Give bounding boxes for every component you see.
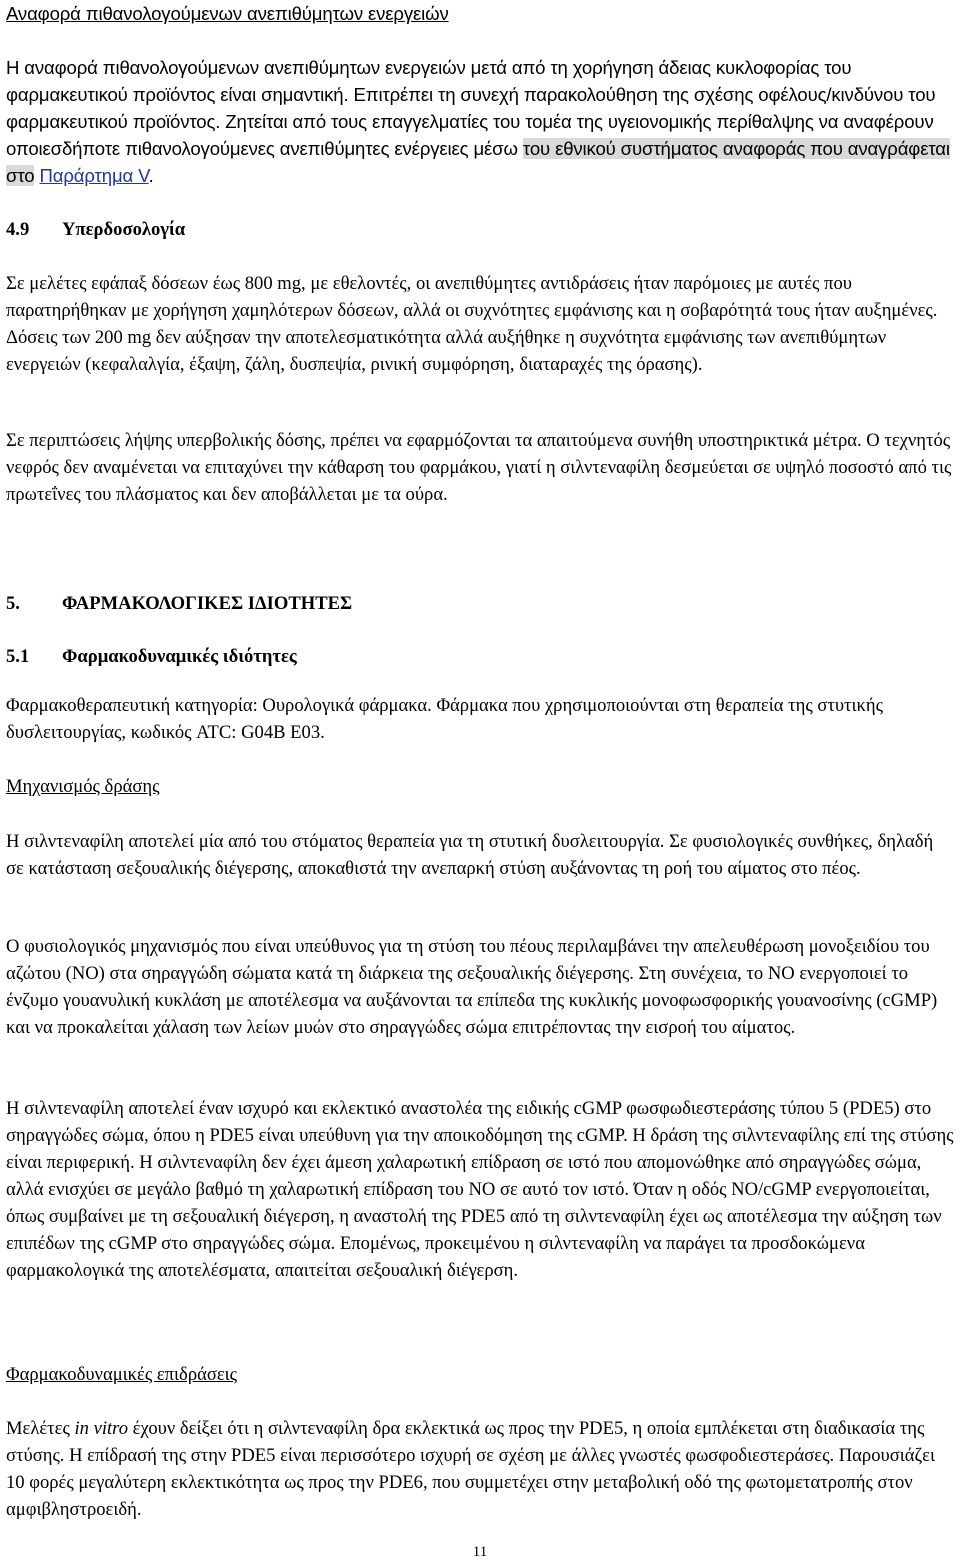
mechanism-paragraph-2: Ο φυσιολογικός μηχανισμός που είναι υπεύθυνος για τη στύση του πέους περιλαμβάνει την απελευθέρωση μονοξειδίου του αζώτου (NO) στα σηραγγώδη σώματα κατά τη διάρκεια της σεξουαλικής διέγερσης. Στη συνέχεια, το NO ενεργοποιεί το ένζυμο γουανυλική κυκλάση με αποτέλεσμα να αυξάνονται τα επίπεδα της κυκλικής μονοφωσφορικής γουανοσίνης (cGMP) και να προκαλείται χάλαση των λείων μυών στο σηραγγώδες σώμα επιτρέποντας την εισροή του αίματος. bbox=[6, 936, 938, 1038]
section-number: 5. bbox=[6, 593, 20, 614]
pd-text-a: Μελέτες bbox=[6, 1418, 70, 1439]
pd-italic: in vitro bbox=[74, 1418, 129, 1439]
pd-effects-paragraph bbox=[6, 1415, 954, 1523]
section-5-1-heading bbox=[6, 643, 954, 670]
section-title: Υπερδοσολογία bbox=[62, 219, 186, 240]
annex-v-link[interactable]: Παράρτημα V bbox=[39, 165, 149, 186]
section-title: ΦΑΡΜΑΚΟΛΟΓΙΚΕΣ ΙΔΙΟΤΗΤΕΣ bbox=[62, 593, 353, 614]
adr-end: . bbox=[148, 165, 154, 186]
adr-text: Η αναφορά πιθανολογούμενων ανεπιθύμητων ενεργειών μετά από τη χορήγηση άδειας κυκλοφορίας του φαρμακευτικού προϊόντος είναι σημαντική. Επιτρέπει τη συνεχή παρακολούθηση της σχέσης οφέλους/κινδύνου του φαρμακευτικού προϊόντος. Ζητείται από τους επαγγελματίες του τομέα της υγειονομικής περίθαλψης να αναφέρουν οποιεσδήποτε πιθανολογούμενες ανεπιθύμητες ενέργειες μέσω bbox=[6, 57, 936, 159]
pd-text-b: έχουν δείξει ότι η σιλντεναφίλη δρα εκλεκτικά ως προς την PDE5, η οποία εμπλέκεται στη διαδικασία της στύσης. Η επίδρασή της στην PDE5 είναι περισσότερο ισχυρή σε σχέση με άλλες γνωστές φωσφοδιεστεράσες. Παρουσιάζει 10 φορές μεγαλύτερη εκλεκτικότητα ως προς την PDE6, που συμμετέχει στην μεταβολική οδό της φωτομετατροπής στον αμφιβληστροειδή. bbox=[6, 1418, 935, 1520]
overdose-paragraph-1: Σε μελέτες εφάπαξ δόσεων έως 800 mg, με εθελοντές, οι ανεπιθύμητες αντιδράσεις ήταν παρόμοιες με αυτές που παρατηρήθηκαν με χορήγηση χαμηλότερων δόσεων, αλλά οι συχνότητες εμφάνισης και η σοβαρότητά τους ήταν αυξημένες. Δόσεις των 200 mg δεν αύξησαν την αποτελεσματικότητα αλλά αυξήθηκε η συχνότητα εμφάνισης των ανεπιθύμητων ενεργειών (κεφαλαλγία, έξαψη, ζάλη, δυσπεψία, ρινική συμφόρηση, διαταραχές της όρασης). bbox=[6, 273, 938, 375]
overdose-paragraph-2: Σε περιπτώσεις λήψης υπερβολικής δόσης, πρέπει να εφαρμόζονται τα απαιτούμενα συνήθη υποστηρικτικά μέτρα. Ο τεχνητός νεφρός δεν αναμένεται να επιταχύνει την κάθαρση του φαρμάκου, γιατί η σιλντεναφίλη δεσμεύεται σε υψηλό ποσοστό από τις πρωτεΐνες του πλάσματος και δεν αποβάλλεται με τα ούρα. bbox=[6, 430, 952, 505]
adr-paragraph bbox=[6, 54, 954, 189]
section-number: 5.1 bbox=[6, 646, 30, 667]
section-title: Φαρμακοδυναμικές ιδιότητες bbox=[62, 646, 297, 667]
adr-heading: Αναφορά πιθανολογούμενων ανεπιθύμητων ενεργειών bbox=[6, 3, 449, 24]
section-4-9-heading bbox=[6, 216, 954, 243]
section-5-heading bbox=[6, 590, 954, 617]
mechanism-heading: Μηχανισμός δράσης bbox=[6, 776, 160, 797]
pharmacotherapeutic-group: Φαρμακοθεραπευτική κατηγορία: Ουρολογικά φάρμακα. Φάρμακα που χρησιμοποιούνται στη θεραπεία της στυτικής δυσλειτουργίας, κωδικός ATC: G04B E03. bbox=[6, 695, 883, 743]
adr-highlight: του εθνικού συστήματος αναφοράς που αναγράφεται στο bbox=[6, 138, 950, 186]
section-number: 4.9 bbox=[6, 219, 30, 240]
mechanism-paragraph-1: Η σιλντεναφίλη αποτελεί μία από του στόματος θεραπεία για τη στυτική δυσλειτουργία. Σε φυσιολογικές συνθήκες, δηλαδή σε κατάσταση σεξουαλικής διέγερσης, αποκαθιστά την ανεπαρκή στύση αυξάνοντας τη ροή του αίματος στο πέος. bbox=[6, 831, 934, 879]
mechanism-paragraph-3: Η σιλντεναφίλη αποτελεί έναν ισχυρό και εκλεκτικό αναστολέα της ειδικής cGMP φωσφωδιεστεράσης τύπου 5 (PDE5) στο σηραγγώδες σώμα, όπου η PDE5 είναι υπεύθυνη για την αποικοδόμηση της cGMP. Η δράση της σιλντεναφίλης επί της στύσης είναι περιφερική. Η σιλντεναφίλη δεν έχει άμεση χαλαρωτική επίδραση σε ιστό που απομονώθηκε από σηραγγώδες σώμα, αλλά ενισχύει σε μεγάλο βαθμό τη χαλαρωτική επίδραση του NO σε αυτό τον ιστό. Όταν η οδός NO/cGMP ενεργοποιείται, όπως συμβαίνει με τη σεξουαλική διέγερση, η αναστολή της PDE5 από τη σιλντεναφίλη έχει ως αποτέλεσμα την αύξηση των επιπέδων της cGMP στο σηραγγώδες σώμα. Επομένως, προκειμένου η σιλντεναφίλη να παράγει τα προσδοκώμενα φαρμακολογικά της αποτελέσματα, απαιτείται σεξουαλική διέγερση. bbox=[6, 1098, 954, 1281]
pd-effects-heading: Φαρμακοδυναμικές επιδράσεις bbox=[6, 1364, 238, 1385]
page-number: 11 bbox=[472, 1544, 488, 1560]
